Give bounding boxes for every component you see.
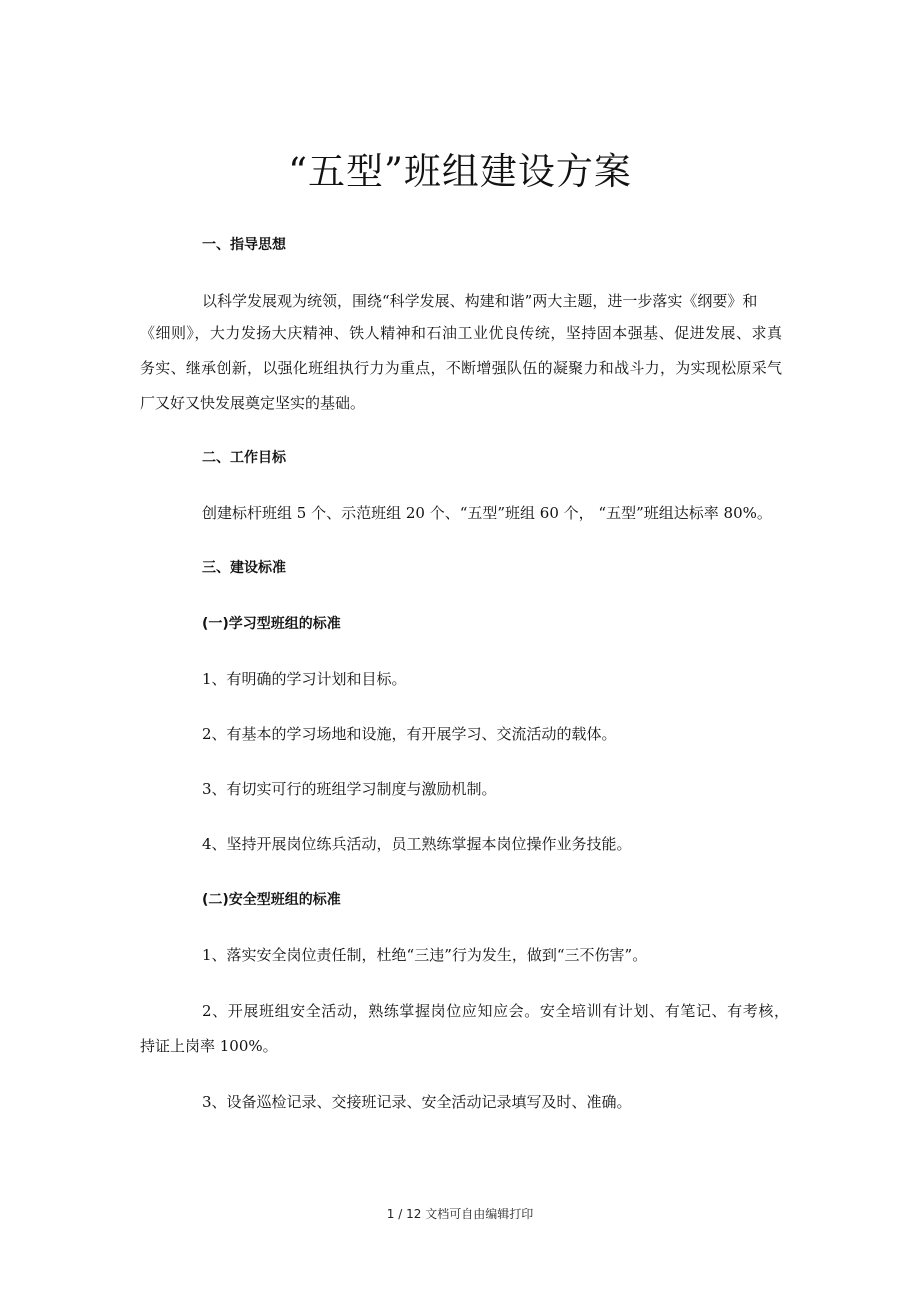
list-item: 1、有明确的学习计划和目标。 <box>202 670 407 688</box>
list-item: 4、坚持开展岗位练兵活动，员工熟练掌握本岗位操作业务技能。 <box>202 835 632 853</box>
list-item-continuation: 持证上岗率 100%。 <box>140 1037 278 1055</box>
work-goals-text: 创建标杆班组 5 个、示范班组 20 个、“五型”班组 60 个， “五型”班组达标率 80%。 <box>202 504 772 522</box>
section-heading-standards: 三、建设标准 <box>202 560 286 576</box>
paragraph-line: 以科学发展观为统领，围绕“科学发展、构建和谐”两大主题，进一步落实《纲要》和 <box>202 292 758 310</box>
list-item: 2、开展班组安全活动，熟练掌握岗位应知应会。安全培训有计划、有笔记、有考核， <box>202 1002 789 1020</box>
subsection-heading-safety-team: (二)安全型班组的标准 <box>202 892 341 908</box>
paragraph-line: 厂又好又快发展奠定坚实的基础。 <box>140 394 366 412</box>
paragraph-line: 务实、继承创新，以强化班组执行力为重点，不断增强队伍的凝聚力和战斗力，为实现松原采气 <box>140 359 782 377</box>
section-heading-work-goals: 二、工作目标 <box>202 450 286 466</box>
page-footer: 1 / 12 文档可自由编辑打印 <box>386 1207 534 1221</box>
list-item: 1、落实安全岗位责任制，杜绝“三违”行为发生，做到“三不伤害”。 <box>202 946 648 964</box>
subsection-heading-learning-team: (一)学习型班组的标准 <box>202 616 341 632</box>
list-item: 2、有基本的学习场地和设施，有开展学习、交流活动的载体。 <box>202 725 617 743</box>
section-heading-guiding-ideology: 一、指导思想 <box>202 237 286 253</box>
paragraph-line: 《细则》，大力发扬大庆精神、铁人精神和石油工业优良传统，坚持固本强基、促进发展、求真 <box>140 324 782 342</box>
document-title: “五型”班组建设方案 <box>288 150 632 193</box>
list-item: 3、有切实可行的班组学习制度与激励机制。 <box>202 780 497 798</box>
list-item: 3、设备巡检记录、交接班记录、安全活动记录填写及时、准确。 <box>202 1093 632 1111</box>
